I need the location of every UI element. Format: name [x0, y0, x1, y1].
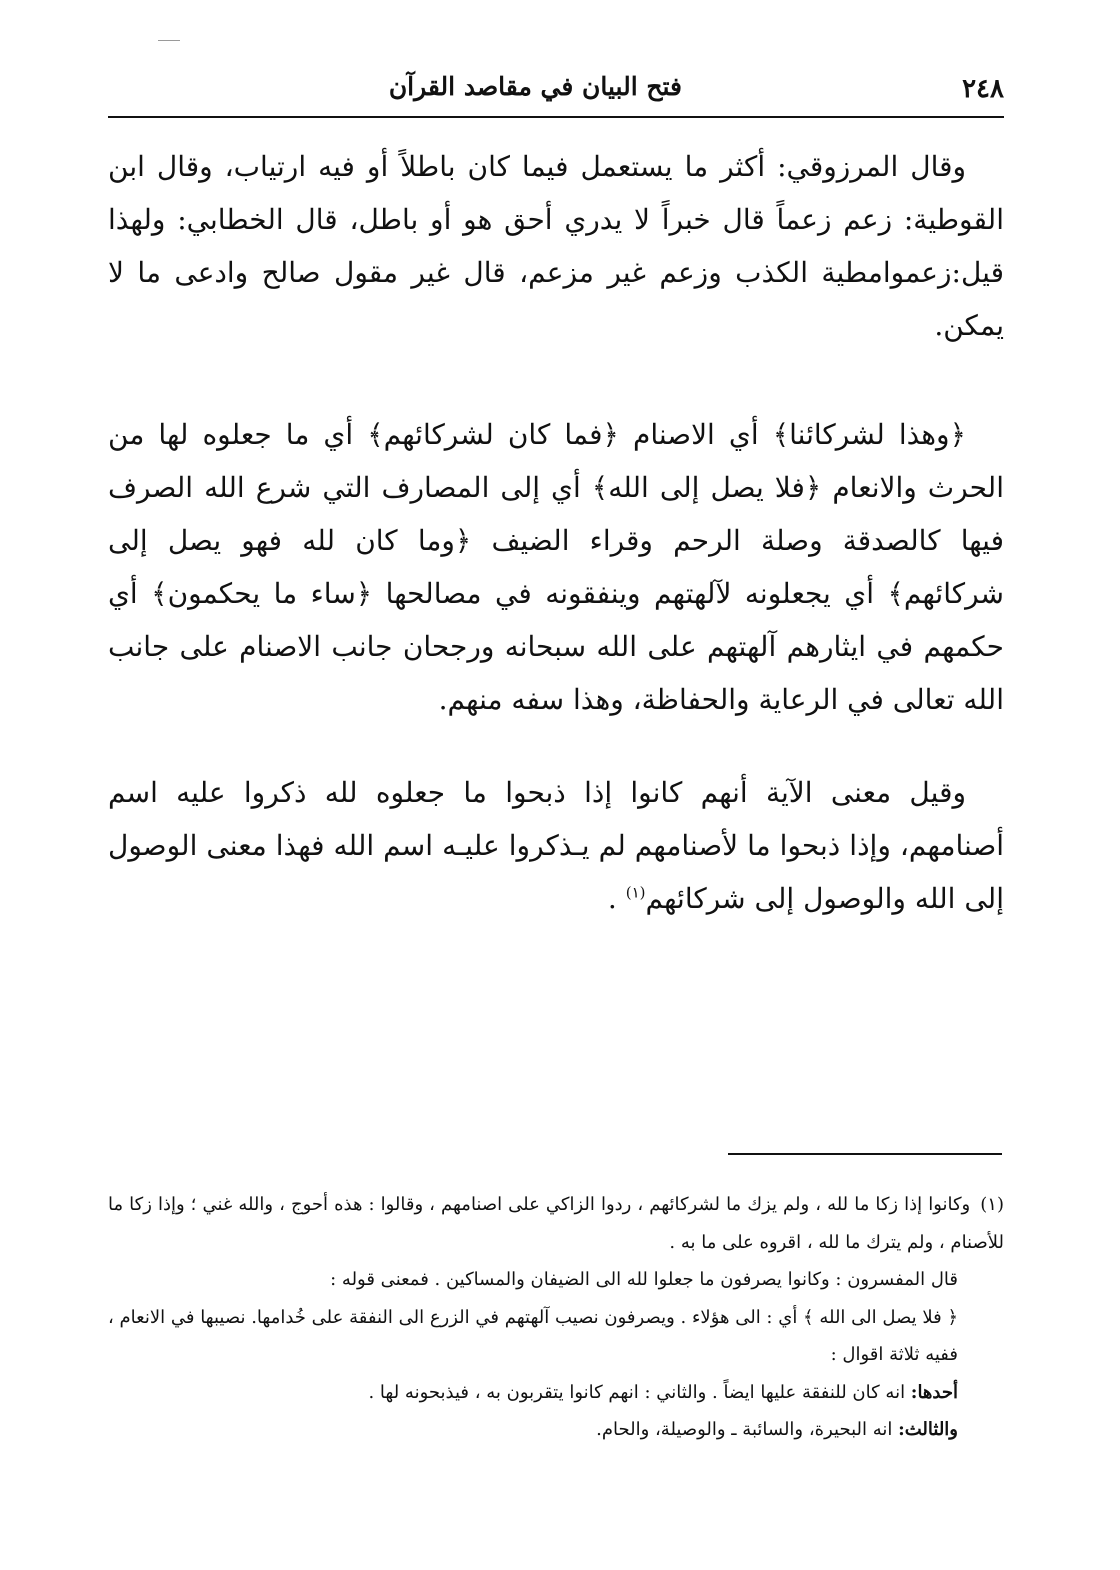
footnotes — [108, 1186, 1004, 1449]
footnote-line-2: قال المفسرون : وكانوا يصرفون ما جعلوا لله الى الضيفان والمساكين . فمعنى قوله : — [330, 1269, 958, 1290]
page-number: ٢٤٨ — [962, 74, 1004, 104]
footnote-line-1 — [108, 1186, 1004, 1261]
paragraph-1: وقال المرزوقي: أكثر ما يستعمل فيما كان باطلاً أو فيه ارتياب، وقال ابن القوطية: زعم زعماً قال خبراً لا يدري أحق هو أو باطل، قال الخطابي: ولهذا قيل:زعموامطية الكذب وزعم غير مزعم، قال غير مقول صالح وادعى ما لا يمكن. — [108, 150, 1004, 342]
footnote-reference: (١) — [625, 883, 646, 902]
header-rule — [108, 116, 1004, 118]
paragraph-3 — [108, 766, 1004, 925]
footnote-rule — [728, 1153, 1002, 1155]
footnote-number: (١) — [980, 1194, 1004, 1215]
footnote-label-first: أحدها: — [910, 1381, 958, 1403]
running-header — [108, 68, 1004, 114]
footnote-text-1: وكانوا إذا زكا ما لله ، ولم يزك ما لشركائهم ، ردوا الزاكي على اصنامهم ، وقالوا : هذه أحوج ، والله غني ؛ وإذا زكا ما للأصنام ، ولم يترك ما لله ، اقروه على ما به . — [108, 1194, 1004, 1253]
footnote-label-third: والثالث: — [898, 1419, 958, 1440]
book-title: فتح البيان في مقاصد القرآن — [388, 72, 682, 101]
paragraph-2: ﴿وهذا لشركائنا﴾ أي الاصنام ﴿فما كان لشركائهم﴾ أي ما جعلوه لها من الحرث والانعام ﴿فلا يصل إلى الله﴾ أي إلى المصارف التي شرع الله الصرف فيها كالصدقة وصلة الرحم وقراء الضيف ﴿وما كان لله فهو يصل إلى شركائهم﴾ أي يجعلونه لآلهتهم وينفقونه في مصالحها ﴿ساء ما يحكمون﴾ أي حكمهم في ايثارهم آلهتهم على الله سبحانه ورجحان جانب الاصنام على جانب الله تعالى في الرعاية والحفاظة، وهذا سفه منهم. — [108, 418, 1004, 716]
paragraph-3-text: وقيل معنى الآية أنهم كانوا إذا ذبحوا ما جعلوه لله ذكروا عليه اسم أصنامهم، وإذا ذبحوا ما لأصنامهم لم يـذكروا عليـه اسم الله فهذا معنى الوصول إلى الله والوصول إلى شركائهم — [108, 776, 1004, 915]
main-text — [108, 140, 1004, 925]
scan-artifact — [158, 40, 180, 41]
footnote-line-4 — [108, 1374, 1004, 1412]
footnote-line-5 — [108, 1411, 1004, 1449]
footnote-line-3: ﴿ فلا يصل الى الله ﴾ أي : الى هؤلاء . ويصرفون نصيب آلهتهم في الزرع الى النفقة على خُدامها. نصيبها في الانعام ، ففيه ثلاثة اقوال : — [108, 1306, 958, 1365]
footnote-text-4: انه كان للنفقة عليها ايضاً . والثاني : انهم كانوا يتقربون به ، فيذبحونه لها . — [368, 1381, 911, 1403]
footnote-text-5: انه البحيرة، والسائبة ـ والوصيلة، والحام. — [596, 1419, 899, 1440]
paragraph-3-end: . — [607, 882, 626, 915]
